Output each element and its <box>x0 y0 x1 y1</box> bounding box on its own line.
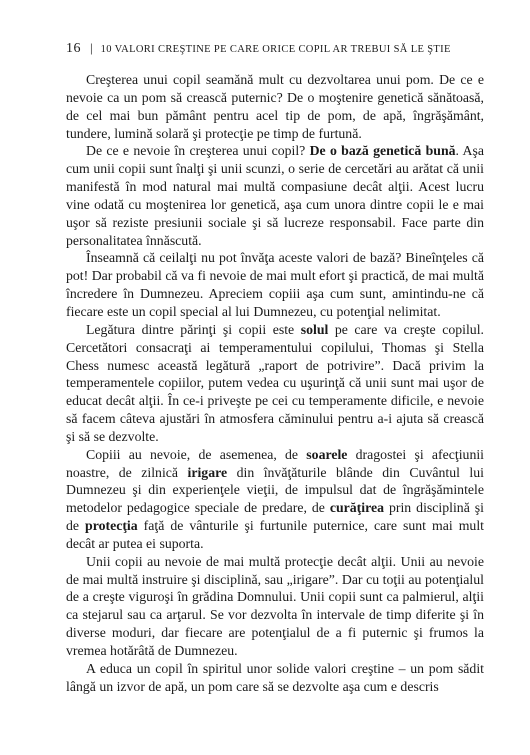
text-run: Copiii au nevoie, de asemenea, de <box>86 446 307 462</box>
emphasis-text: curăţirea <box>329 500 385 516</box>
paragraph <box>66 249 484 320</box>
text-run: . Aşa cum unii copii sunt înalţi şi unii scunzi, o serie de cercetări au arătat că unii manifestă în mod natural mai multă compasiune decât alţii. Acest lucru vine odată cu moştenirea lor genetică, aşa cum unora dintre copii le e mai uşor să reziste presiunii sociale şi să lucreze responsabil. Face parte din personalitatea înnăscută. <box>66 143 484 248</box>
paragraph <box>66 71 484 142</box>
emphasis-text: solul <box>300 321 329 337</box>
page-number: 16 <box>66 41 81 56</box>
text-run: pe care va creşte copilul. Cercetători consacraţi ai temperamentului copilului, Thomas şi Stella Chess numesc această legătură „raport de potrivire”. Dacă privim la temperamentele copiilor, putem vedea cu uşurinţă că unii sunt mai uşor de educat decât alţii. În ce-i priveşte pe cei cu temperamente dificile, e nevoie să facem câteva ajustări în atmosfera căminului pentru a-i ajuta să crească şi să se dezvolte. <box>66 321 484 444</box>
text-run: Legătura dintre părinţi şi copii este <box>86 321 301 337</box>
emphasis-text: soarele <box>306 446 348 462</box>
text-run: De ce e nevoie în creşterea unui copil? <box>86 143 310 159</box>
text-run: Înseamnă că ceilalţi nu pot învăţa aceste valori de bază? Bineînţeles că pot! Dar probabil că va fi nevoie de mai mult efort şi practică, de mai multă încredere în Dumnezeu. Apreciem copiii aşa cum sunt, amintindu-ne că fiecare este un copil special al lui Dumnezeu, cu potenţial nelimitat. <box>66 250 484 319</box>
body-text <box>66 71 484 696</box>
paragraph <box>66 142 484 249</box>
paragraph <box>66 446 484 553</box>
emphasis-text: De o bază genetică bună <box>309 143 456 159</box>
text-run: dragostei şi afecţiunii noastre, de zilnică <box>66 446 485 480</box>
paragraph <box>66 660 484 696</box>
text-run: Creşterea unui copil seamănă mult cu dezvoltarea unui pom. De ce e nevoie ca un pom să crească puternic? De o moştenire genetică sănătoasă, de cel mai bun pământ pentru acel tip de pom, de apă, îngrăşământ, tundere, lumină solară şi protecţie pe timp de furtună. <box>66 72 484 141</box>
paragraph <box>66 553 484 660</box>
paragraph <box>66 321 484 446</box>
emphasis-text: irigare <box>187 464 228 480</box>
header-separator: | <box>90 40 93 55</box>
emphasis-text: protecţia <box>85 518 138 534</box>
text-run: faţă de vânturile şi furtunile puternice, care sunt mai mult decât ar putea ei suporta. <box>66 518 484 551</box>
running-title: 10 VALORI CREŞTINE PE CARE ORICE COPIL AR TREBUI SĂ LE ŞTIE <box>100 44 451 55</box>
text-run: din învăţăturile blânde din Cuvântul lui Dumnezeu şi din experienţele vieţii, de impulsul dat de îngrăşămintele metodelor pedagogice speciale de predare, de <box>66 464 484 516</box>
text-run: prin disciplină şi de <box>66 500 484 534</box>
text-run: A educa un copil în spiritul unor solide valori creştine – un pom sădit lângă un izvor de apă, un pom care să se dezvolte aşa cum e descris <box>66 660 484 694</box>
text-run: Unii copii au nevoie de mai multă protecţie decât alţii. Unii au nevoie de mai multă instruire şi disciplină, sau „irigare”. Dar cu toţii au potenţialul de a creşte viguroşi în grădina Domnului. Unii copii sunt ca palmierul, alţii ca stejarul sau ca arţarul. Se vor dezvolta în intervale de timp diferite şi în diverse moduri, dar fiecare are potenţialul de a fi puternic şi frumos la vremea hotărâtă de Dumnezeu. <box>66 553 484 658</box>
running-header <box>66 40 486 56</box>
